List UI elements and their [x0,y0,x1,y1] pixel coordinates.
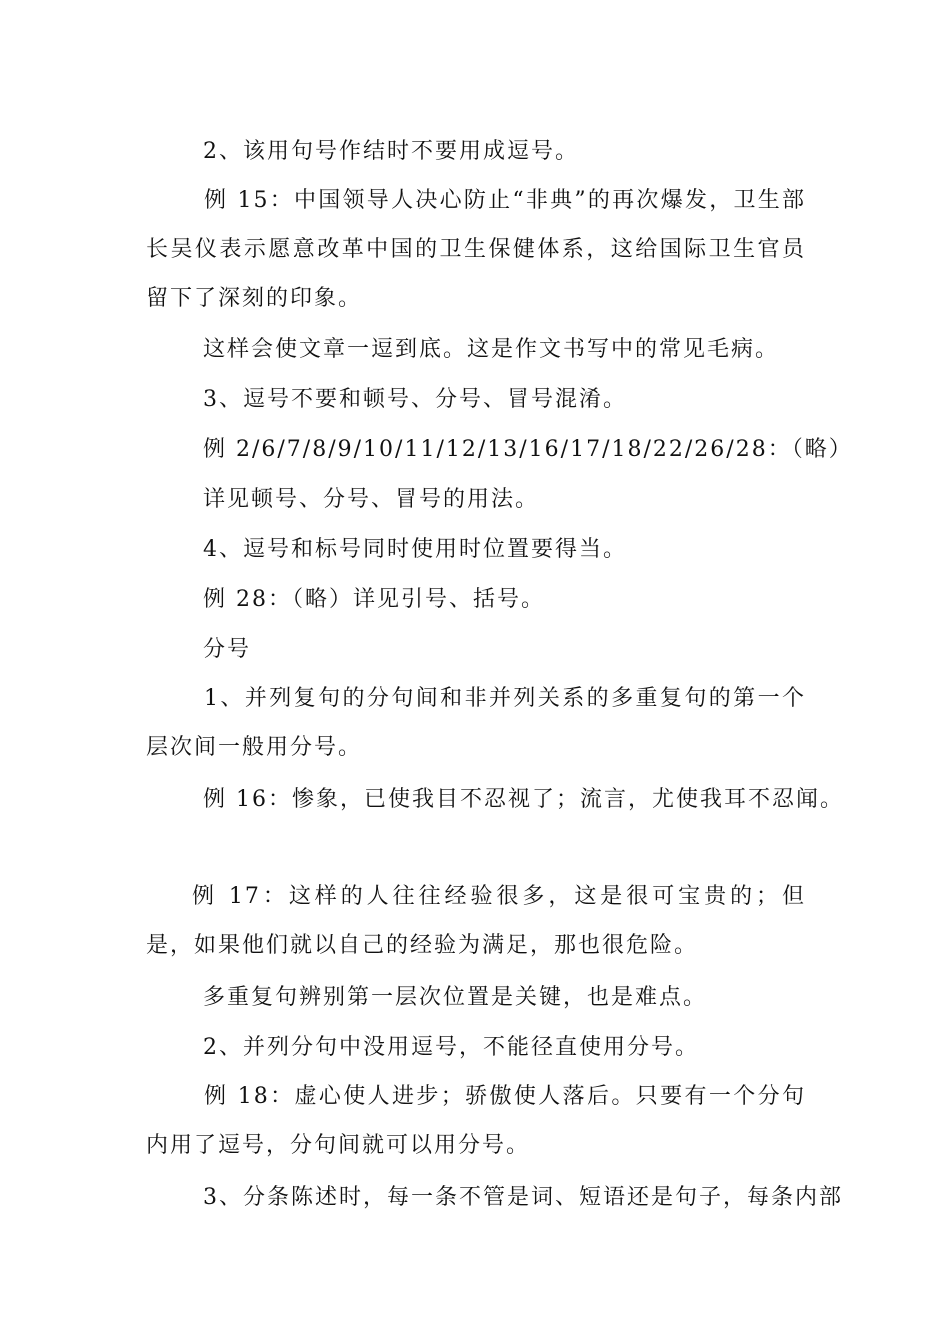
paragraph-rule-3: 3、逗号不要和顿号、分号、冒号混淆。 [203,387,627,412]
paragraph-see-also: 详见顿号、分号、冒号的用法。 [203,487,540,512]
paragraph-rule-4: 4、逗号和标号同时使用时位置要得当。 [203,537,627,562]
paragraph-semicolon-rule-1: 1、并列复句的分句间和非并列关系的多重复句的第一个层次间一般用分号。 [146,686,806,760]
section-heading-semicolon: 分号 [203,637,252,662]
paragraph-example-16: 例 16：惨象，已使我目不忍视了；流言，尤使我耳不忍闻。 [203,787,844,812]
paragraph-example-18: 例 18：虚心使人进步；骄傲使人落后。只要有一个分句内用了逗号，分句间就可以用分号。 [146,1084,806,1158]
paragraph-example-list: 例 2/6/7/8/9/10/11/12/13/16/17/18/22/26/28：（略） [203,437,853,462]
paragraph-example-17: 例 17：这样的人往往经验很多，这是很可宝贵的；但是，如果他们就以自己的经验为满足，那也很危险。 [146,884,806,958]
paragraph-example-28: 例 28：（略）详见引号、括号。 [203,587,545,612]
paragraph-rule-2: 2、该用句号作结时不要用成逗号。 [203,139,579,164]
paragraph-semicolon-rule-2: 2、并列分句中没用逗号，不能径直使用分号。 [203,1035,699,1060]
paragraph-semicolon-rule-3: 3、分条陈述时，每一条不管是词、短语还是句子，每条内部 [203,1185,843,1210]
paragraph-example-15: 例 15：中国领导人决心防止“非典”的再次爆发，卫生部长吴仪表示愿意改革中国的卫生保健体系，这给国际卫生官员留下了深刻的印象。 [146,188,806,311]
paragraph-comment: 这样会使文章一逗到底。这是作文书写中的常见毛病。 [203,337,780,362]
paragraph-note-difficulty: 多重复句辨别第一层次位置是关键，也是难点。 [203,985,708,1010]
